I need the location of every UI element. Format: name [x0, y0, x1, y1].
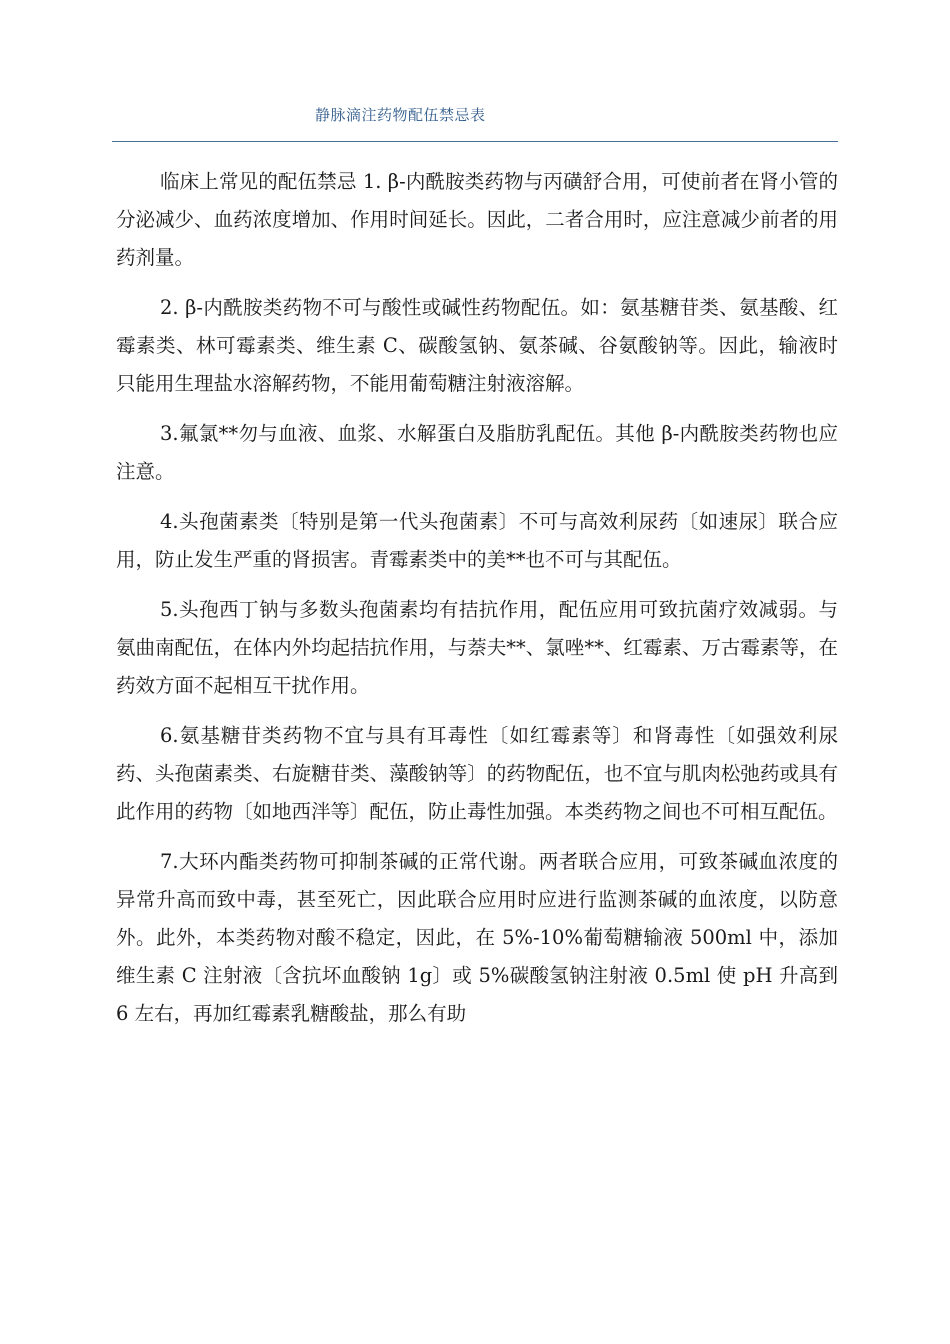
paragraph-2: 2. β-内酰胺类药物不可与酸性或碱性药物配伍。如：氨基糖苷类、氨基酸、红霉素类、林可霉素类、维生素 C、碳酸氢钠、氨茶碱、谷氨酸钠等。因此，输液时只能用生理盐水溶解药物，不能用葡萄糖注射液溶解。 — [116, 296, 838, 395]
document-body — [116, 163, 838, 1045]
paragraph-6: 6.氨基糖苷类药物不宜与具有耳毒性〔如红霉素等〕和肾毒性〔如强效利尿药、头孢菌素类、右旋糖苷类、藻酸钠等〕的药物配伍，也不宜与肌肉松弛药或具有此作用的药物〔如地西泮等〕配伍，防止毒性加强。本类药物之间也不可相互配伍。 — [116, 724, 838, 823]
paragraph-7: 7.大环内酯类药物可抑制茶碱的正常代谢。两者联合应用，可致茶碱血浓度的异常升高而致中毒，甚至死亡，因此联合应用时应进行监测茶碱的血浓度，以防意外。此外，本类药物对酸不稳定，因此，在 5%-10%葡萄糖输液 500ml 中，添加维生素 C 注射液〔含抗坏血酸钠 1g〕或 5%碳酸氢钠注射液 0.5ml 使 pH 升高到 6 左右，再加红霉素乳糖酸盐，那么有助 — [116, 850, 838, 1025]
paragraph-3: 3.氟氯**勿与血液、血浆、水解蛋白及脂肪乳配伍。其他 β-内酰胺类药物也应注意。 — [116, 422, 838, 483]
paragraph-5: 5.头孢西丁钠与多数头孢菌素均有拮抗作用，配伍应用可致抗菌疗效减弱。与氨曲南配伍，在体内外均起拮抗作用，与萘夫**、氯唑**、红霉素、万古霉素等，在药效方面不起相互干扰作用。 — [116, 598, 838, 697]
paragraph-1: 临床上常见的配伍禁忌 1. β-内酰胺类药物与丙磺舒合用，可使前者在肾小管的分泌减少、血药浓度增加、作用时间延长。因此，二者合用时，应注意减少前者的用药剂量。 — [116, 170, 838, 269]
header-divider — [112, 141, 838, 142]
document-header-title: 静脉滴注药物配伍禁忌表 — [315, 106, 486, 124]
paragraph-4: 4.头孢菌素类〔特别是第一代头孢菌素〕不可与高效利尿药〔如速尿〕联合应用，防止发生严重的肾损害。青霉素类中的美**也不可与其配伍。 — [116, 510, 838, 571]
